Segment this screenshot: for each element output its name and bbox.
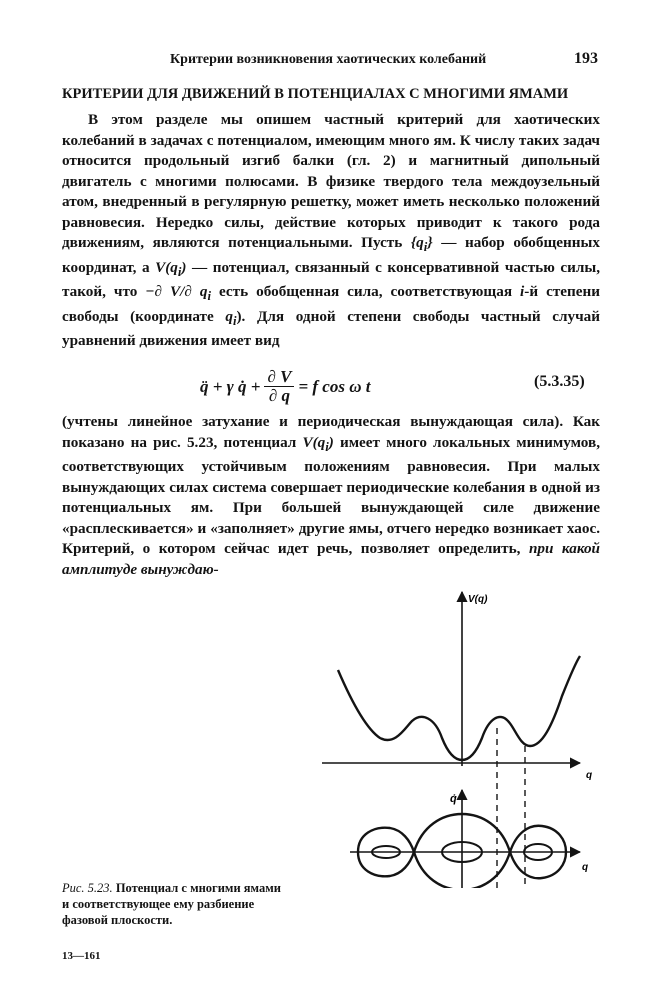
text-run: — набор обобщенных координат, а [62, 234, 601, 276]
equation-fraction [264, 368, 294, 405]
label-q-top: q [586, 770, 593, 781]
text-run: ). Для одной степени свободы частный случай уравнений движения имеет вид [62, 307, 600, 350]
text-run: (учтены линейное затухание и периодическая вынуждающая сила). Как показано на рис. 5.23, потенциал [62, 413, 600, 451]
text-run: -й степени свободы (координате [62, 283, 601, 325]
paragraph-intro [62, 110, 600, 352]
fraction-numerator: ∂ V [264, 368, 294, 387]
math-run: {q [410, 234, 424, 251]
paragraph-explanation [62, 412, 600, 580]
text-run: В этом разделе мы опишем частный критерий для хаотических колебаний в задачах с потенциалом, имеющим много ям. К числу таких задач относится продольный изгиб балки (гл. 2) и магнитный дипольный двигатель с многими полюсами. В физике твердого тела междоузельный атом, внедренный в регулярную решетку, может иметь несколько положений равновесия. Нередко силы, действие которых приводит к такого рода движениям, являются потенциальными. Пусть [62, 111, 600, 251]
math-qi-set [410, 234, 433, 255]
math-run: V(q [302, 433, 326, 451]
math-sub: i [423, 240, 428, 255]
equation-rhs: = f cos ω t [298, 376, 371, 396]
math-qi [225, 307, 237, 328]
math-run: ) [328, 433, 334, 451]
equation-lhs: q̈ + γ q̇ + [200, 376, 261, 396]
math-sub: i [177, 264, 182, 279]
equation-number: (5.3.35) [534, 373, 585, 390]
caption-label: Рис. 5.23. [62, 881, 113, 895]
printer-signature: 13—161 [62, 950, 101, 962]
math-run: } [427, 234, 433, 251]
math-run: V(q [155, 258, 178, 276]
math-run: −∂ V/∂ q [145, 283, 208, 301]
label-qdot: q̇ [450, 793, 457, 805]
italic-run: при какой амплитуде вынуждаю- [62, 540, 600, 578]
figure-caption [62, 880, 282, 928]
math-sub: i [232, 313, 237, 328]
potential-curve [338, 656, 580, 760]
caption-text: Потенциал с многими ямами и соответствующее ему разбиение фазовой плоскости. [62, 881, 281, 927]
math-v-of-q [155, 258, 187, 279]
page-number: 193 [574, 50, 598, 67]
section-title: КРИТЕРИИ ДЛЯ ДВИЖЕНИЙ В ПОТЕНЦИАЛАХ С МНОГИМИ ЯМАМИ [62, 86, 569, 102]
math-run: ) [181, 258, 187, 276]
text-run: есть обобщенная сила, соответствующая [211, 283, 521, 301]
math-gradient [145, 283, 211, 304]
math-v-of-q [302, 433, 334, 454]
label-v: V(q) [468, 594, 488, 605]
math-i: i [520, 283, 525, 301]
figure-diagram [310, 588, 610, 888]
equation-5-3-35 [200, 368, 370, 405]
running-header: Критерии возникновения хаотических колебаний [170, 52, 487, 67]
text-run: — потенциал, связанный с консервативной частью силы, такой, что [62, 258, 601, 301]
math-sub: i [325, 439, 329, 454]
fraction-denominator: ∂ q [268, 386, 291, 405]
figure-5-23 [310, 588, 610, 893]
label-q-bottom: q [582, 862, 589, 873]
math-sub: i [207, 289, 211, 304]
text-run: имеет много локальных минимумов, соответствующих устойчивым положениям равновесия. При малых вынуждающих силах система совершает периодические колебания в одной из потенциальных ям. При большей вынуждающей силе движение «расплескивается» и «заполняет» другие ямы, отчего нередко возникает хаос. Критерий, о котором сейчас идет речь, позволяет определить, [62, 433, 600, 558]
math-run: q [225, 307, 233, 325]
